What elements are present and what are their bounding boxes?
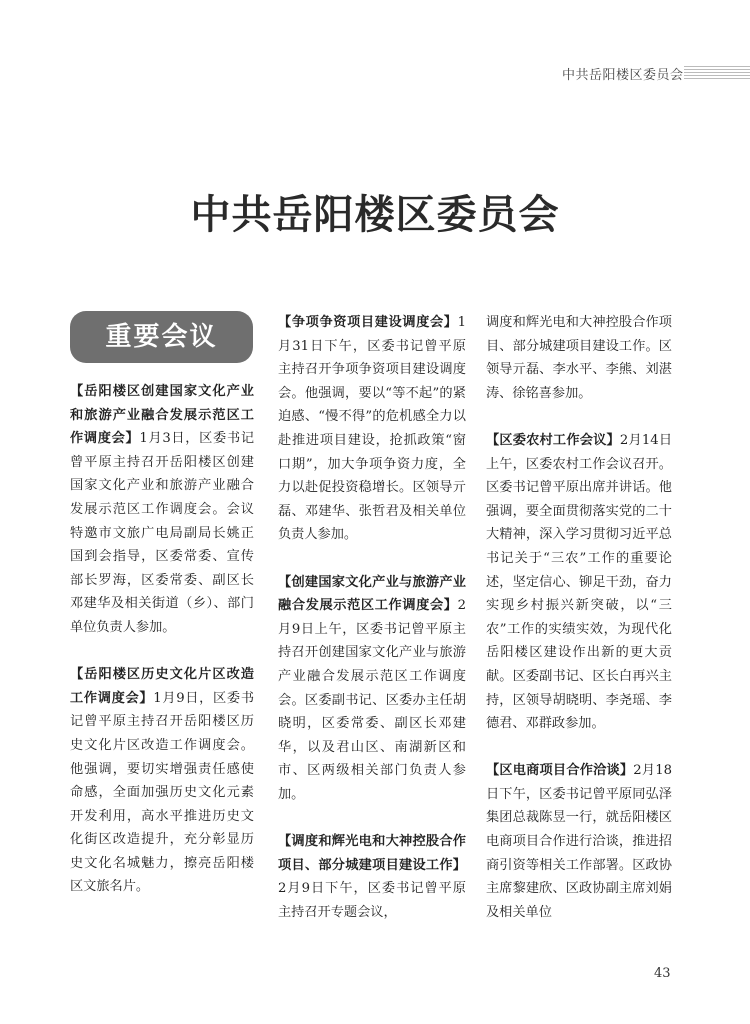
paragraph-heading: 【岳阳楼区创建国家文化产业和旅游产业融合发展示范区工作调度会】 — [70, 384, 254, 447]
paragraph — [486, 429, 672, 736]
paragraph-heading: 【岳阳楼区历史文化片区改造工作调度会】 — [70, 667, 254, 706]
paragraph-heading: 【调度和辉光电和大神控股合作项目、部分城建项目建设工作】 — [278, 834, 466, 873]
paragraph — [278, 830, 466, 924]
page-number: 43 — [654, 966, 671, 981]
column-3 — [486, 311, 672, 924]
paragraph-body: 1月3日，区委书记曾平原主持召开岳阳楼区创建国家文化产业和旅游产业融合发展示范区工作调度会。会议特邀市文旅广电局副局长姚正国到会指导，区委常委、宣传部长罗海，区委常委、副区长邓建华及相关街道（乡）、部门单位负责人参加。 — [70, 431, 255, 635]
paragraph — [486, 759, 672, 924]
paragraph-body: 1月9日，区委书记曾平原主持召开岳阳楼区历史文化片区改造工作调度会。他强调，要切实增强责任感使命感，全面加强历史文化元素开发利用，高水平推进历史文化街区改造提升，充分彰显历史文化名城魅力，擦亮岳阳楼区文旅名片。 — [70, 690, 255, 895]
paragraph-body: 2月14日上午，区委农村工作会议召开。区委书记曾平原出席并讲话。他强调，要全面贯彻落实党的二十大精神，深入学习贯彻习近平总书记关于“三农”工作的重要论述，坚定信心、铆足干劲，奋力实现乡村振兴新突破，以“三农”工作的实绩实效，为现代化岳阳楼区建设作出新的更大贡献。区委副书记、区长白再兴主持，区领导胡晓明、李尧瑶、李德君、邓群政参加。 — [486, 432, 673, 732]
header-decorative-lines — [684, 66, 750, 80]
paragraph-body: 1月31日下午，区委书记曾平原主持召开争项争资项目建设调度会。他强调，要以“等不起”的紧迫感、“慢不得”的危机感全力以赴推进项目建设，抢抓政策“窗口期”，加大争项争资力度，全力以赴促投资稳增长。区领导亓磊、邓建华、张哲君及相关单位负责人参加。 — [278, 315, 466, 543]
column-1 — [70, 380, 254, 899]
section-label: 重要会议 — [70, 311, 253, 363]
paragraph — [70, 663, 254, 899]
paragraph-body: 调度和辉光电和大神控股合作项目、部分城建项目建设工作。区领导亓磊、李水平、李熊、刘湛涛、徐铭喜参加。 — [486, 315, 672, 401]
paragraph-heading: 【创建国家文化产业与旅游产业融合发展示范区工作调度会】 — [278, 574, 466, 614]
paragraph — [486, 311, 672, 405]
running-head: 中共岳阳楼区委员会 — [562, 68, 684, 83]
paragraph-heading: 【区电商项目合作洽谈】 — [486, 763, 634, 779]
paragraph — [70, 380, 254, 640]
paragraph-body: 2月9日下午，区委书记曾平原主持召开专题会议， — [278, 881, 466, 920]
paragraph-heading: 【区委农村工作会议】 — [486, 432, 620, 448]
paragraph-body: 2月9日上午，区委书记曾平原主持召开创建国家文化产业与旅游产业融合发展示范区工作调度会。区委副书记、区委办主任胡晓明，区委常委、副区长邓建华，以及君山区、南湖新区和市、区两级相关部门负责人参加。 — [278, 598, 466, 802]
paragraph — [278, 571, 466, 807]
paragraph-heading: 【争项争资项目建设调度会】 — [278, 315, 458, 330]
paragraph — [278, 311, 466, 547]
page-title: 中共岳阳楼区委员会 — [190, 192, 560, 238]
column-2 — [278, 311, 466, 924]
paragraph-body: 2月18日下午，区委书记曾平原同弘泽集团总裁陈昱一行，就岳阳楼区电商项目合作进行洽谈，推进招商引资等相关工作部署。区政协主席黎建欣、区政协副主席刘娟及相关单位 — [486, 763, 673, 920]
